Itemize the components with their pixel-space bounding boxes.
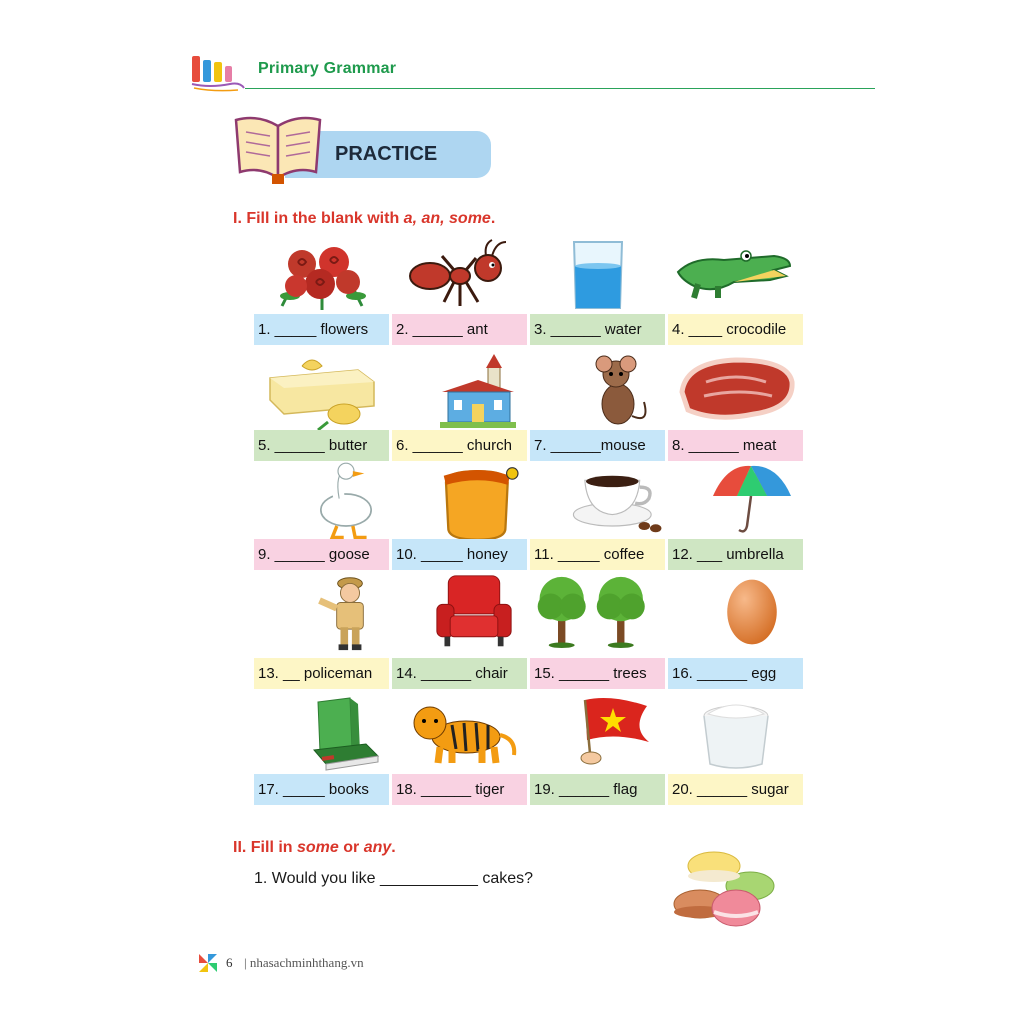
header-divider — [245, 88, 875, 89]
publisher-website: | nhasachminhthang.vn — [244, 955, 364, 970]
exercise-item-20: 20. ______ sugar — [668, 774, 803, 805]
exercise-item-1: 1. _____ flowers — [254, 314, 389, 345]
egg-icon — [692, 572, 812, 652]
tiger-icon — [402, 694, 522, 774]
roses-icon — [262, 236, 382, 316]
publisher-logo-icon — [197, 952, 219, 974]
coffee-cup-icon — [558, 462, 678, 542]
macarons-icon — [670, 846, 780, 938]
section-2-mid: or — [338, 839, 364, 856]
section-2-option-any: any — [363, 839, 392, 856]
exercise-item-14: 14. ______ chair — [392, 658, 527, 689]
policeman-icon — [290, 572, 410, 652]
church-icon — [418, 352, 538, 432]
exercise-item-12: 12. ___ umbrella — [668, 539, 803, 570]
meat-icon — [676, 352, 796, 432]
section-2-suffix: . — [391, 839, 396, 856]
section-1-title — [233, 210, 495, 228]
section-2-prefix: II. Fill in — [233, 839, 297, 856]
exercise-item-8: 8. ______ meat — [668, 430, 803, 461]
exercise-item-18: 18. ______ tiger — [392, 774, 527, 805]
exercise-item-4: 4. ____ crocodile — [668, 314, 803, 345]
butter-icon — [262, 352, 382, 432]
section-1-suffix: . — [490, 210, 496, 227]
books-icon — [286, 694, 406, 774]
exercise-item-17: 17. _____ books — [254, 774, 389, 805]
exercise-item-7: 7. ______mouse — [530, 430, 665, 461]
page-number: 6 — [226, 955, 233, 970]
exercise-item-11: 11. _____ coffee — [530, 539, 665, 570]
practice-title: PRACTICE — [335, 143, 438, 165]
goose-icon — [286, 462, 406, 542]
exercise-item-16: 16. ______ egg — [668, 658, 803, 689]
open-book-icon — [232, 112, 324, 186]
section-2-title — [233, 839, 396, 857]
exercise-item-6: 6. ______ church — [392, 430, 527, 461]
crocodile-icon — [674, 236, 794, 316]
section-1-prefix: I. Fill in the blank with — [233, 210, 404, 227]
ant-icon — [402, 236, 522, 316]
mouse-icon — [560, 352, 680, 432]
exercise-item-19: 19. ______ flag — [530, 774, 665, 805]
section-2-option-some: some — [297, 839, 339, 856]
honey-jar-icon — [418, 462, 538, 542]
section-2-question-1: 1. Would you like ___________ cakes? — [254, 870, 534, 887]
exercise-item-2: 2. ______ ant — [392, 314, 527, 345]
pencils-logo-icon — [190, 52, 246, 94]
exercise-item-13: 13. __ policeman — [254, 658, 389, 689]
glass-of-water-icon — [538, 236, 658, 316]
trees-icon — [534, 572, 654, 652]
exercise-item-5: 5. ______ butter — [254, 430, 389, 461]
exercise-item-15: 15. ______ trees — [530, 658, 665, 689]
vietnam-flag-icon — [556, 694, 676, 774]
section-1-options: a, an, some — [403, 210, 491, 227]
armchair-icon — [414, 572, 534, 652]
header-title: Primary Grammar — [258, 60, 397, 77]
exercise-item-9: 9. ______ goose — [254, 539, 389, 570]
exercise-item-3: 3. ______ water — [530, 314, 665, 345]
exercise-item-10: 10. _____ honey — [392, 539, 527, 570]
sugar-bowl-icon — [676, 694, 796, 774]
umbrella-icon — [692, 460, 812, 540]
